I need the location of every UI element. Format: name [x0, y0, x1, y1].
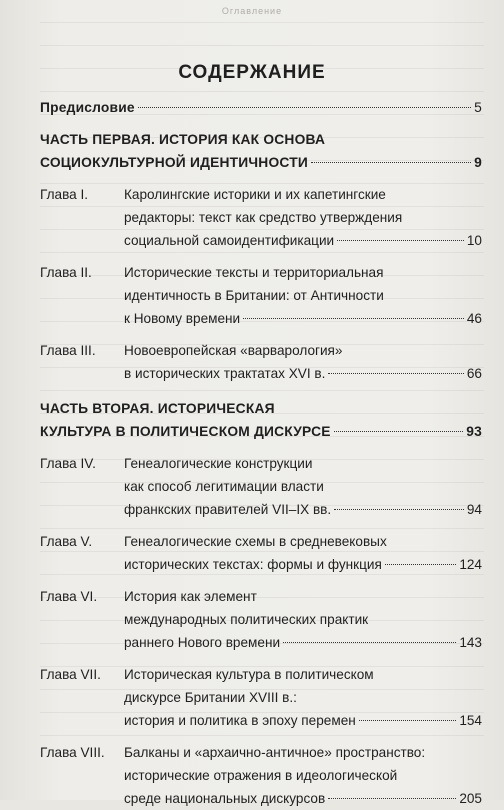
table-of-contents	[40, 96, 482, 810]
chapter-title-line: История как элемент	[124, 589, 257, 604]
chapter-title-line: Генеалогические схемы в средневековых	[124, 534, 387, 549]
chapter-title-line: Исторические тексты и территориальная	[124, 265, 384, 280]
chapter-label: Глава VII.	[40, 667, 101, 682]
leader-dots	[311, 161, 471, 163]
chapter-title-line: к Новому времени	[124, 311, 241, 326]
page-number: 205	[459, 791, 482, 806]
chapter-title-line: среде национальных дискурсов	[124, 791, 326, 806]
page-number: 46	[466, 311, 482, 326]
part-heading-line: СОЦИОКУЛЬТУРНОЙ ИДЕНТИЧНОСТИ	[40, 155, 308, 170]
chapter-label: Глава VI.	[40, 589, 98, 604]
part-heading-2[interactable]	[40, 397, 482, 443]
page-number: 143	[459, 635, 482, 650]
leader-dots	[328, 372, 463, 374]
toc-chapter-6[interactable]	[40, 585, 482, 654]
page-number: 93	[466, 424, 482, 439]
chapter-title-line: дискурсе Британии XVIII в.:	[124, 690, 297, 705]
leader-dots	[243, 317, 464, 319]
chapter-title-line: в исторических трактатах XVI в.	[124, 366, 326, 381]
chapter-title-line: раннего Нового времени	[124, 635, 281, 650]
page-number: 66	[466, 366, 482, 381]
leader-dots	[283, 641, 456, 643]
chapter-title-line: история и политика в эпоху перемен	[124, 713, 356, 728]
chapter-title-line: редакторы: текст как средство утверждения	[124, 210, 403, 225]
chapter-title-line: исторических текстах: формы и функция	[124, 557, 382, 572]
chapter-title-line: франкских правителей VII–IX вв.	[124, 502, 332, 517]
leader-dots	[328, 797, 456, 799]
page-number: 10	[466, 233, 482, 248]
chapter-title-line: международных политических практик	[124, 612, 369, 627]
chapter-title-line: Балканы и «архаично-античное» пространство:	[124, 745, 426, 760]
chapter-title-line: Генеалогические конструкции	[124, 456, 313, 471]
chapter-title-line: как способ легитимации власти	[124, 479, 324, 494]
leader-dots	[138, 106, 471, 108]
page-number: 94	[466, 502, 482, 517]
chapter-title-line: Историческая культура в политическом	[124, 667, 374, 682]
chapter-label: Глава IV.	[40, 456, 96, 471]
chapter-title-line: исторические отражения в идеологической	[124, 768, 398, 783]
leader-dots	[359, 719, 457, 721]
part-heading-line: КУЛЬТУРА В ПОЛИТИЧЕСКОМ ДИСКУРСЕ	[40, 424, 331, 439]
part-heading-line: ЧАСТЬ ПЕРВАЯ. ИСТОРИЯ КАК ОСНОВА	[40, 132, 326, 147]
toc-chapter-3[interactable]	[40, 339, 482, 385]
leader-dots	[385, 563, 456, 565]
running-head: Оглавление	[221, 6, 283, 16]
page-number: 154	[459, 713, 482, 728]
page-number: 5	[474, 100, 482, 115]
chapter-label: Глава III.	[40, 343, 96, 358]
chapter-label: Глава II.	[40, 265, 92, 280]
part-heading-1[interactable]	[40, 128, 482, 174]
toc-chapter-5[interactable]	[40, 530, 482, 576]
leader-dots	[334, 430, 464, 432]
page-number: 9	[474, 155, 482, 170]
part-heading-line: ЧАСТЬ ВТОРАЯ. ИСТОРИЧЕСКАЯ	[40, 401, 275, 416]
chapter-title-line: Новоевропейская «варварология»	[124, 343, 343, 358]
chapter-label: Глава VIII.	[40, 745, 105, 760]
page-number: 124	[459, 557, 482, 572]
toc-entry-preface[interactable]	[40, 96, 482, 119]
toc-chapter-4[interactable]	[40, 452, 482, 521]
chapter-label: Глава I.	[40, 187, 89, 202]
toc-chapter-1[interactable]	[40, 183, 482, 252]
page-title: СОДЕРЖАНИЕ	[178, 62, 326, 83]
preface-label: Предисловие	[40, 100, 135, 115]
toc-chapter-7[interactable]	[40, 663, 482, 732]
chapter-title-line: идентичность в Британии: от Античности	[124, 288, 384, 303]
leader-dots	[337, 239, 464, 241]
chapter-title-line: социальной самоидентификации	[124, 233, 335, 248]
toc-chapter-2[interactable]	[40, 261, 482, 330]
chapter-label: Глава V.	[40, 534, 93, 549]
leader-dots	[334, 508, 464, 510]
chapter-title-line: Каролингские историки и их капетингские	[124, 187, 386, 202]
